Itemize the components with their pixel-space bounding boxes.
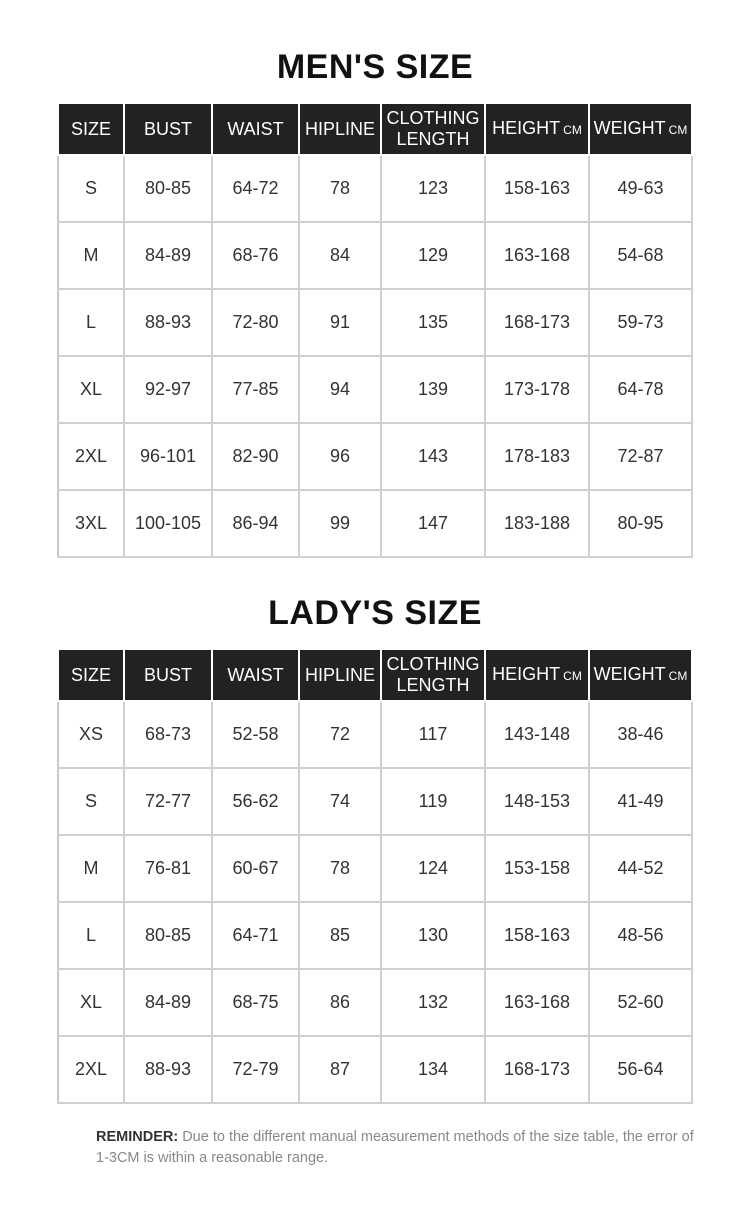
table-cell: 49-63 — [589, 155, 692, 222]
table-cell: 64-72 — [212, 155, 299, 222]
column-header-label: WEIGHT — [593, 117, 666, 138]
table-cell: 52-60 — [589, 969, 692, 1036]
table-cell: 72-77 — [124, 768, 212, 835]
table-row — [58, 155, 692, 222]
column-header-label: HIPLINE — [304, 118, 376, 139]
column-header-weight — [589, 103, 692, 155]
column-header-hipline — [299, 103, 381, 155]
table-cell: XL — [58, 356, 124, 423]
table-cell: 178-183 — [485, 423, 589, 490]
column-header-label: HEIGHT — [492, 663, 561, 684]
table-cell: 72-80 — [212, 289, 299, 356]
table-cell: 84-89 — [124, 222, 212, 289]
table-cell: 2XL — [58, 423, 124, 490]
table-cell: 85 — [299, 902, 381, 969]
table-cell: 168-173 — [485, 289, 589, 356]
table-cell: 88-93 — [124, 1036, 212, 1103]
table-row — [58, 835, 692, 902]
reminder-text: Due to the different manual measurement methods of the size table, the error of 1-3CM is within a reasonable range. — [96, 1129, 694, 1166]
table-row — [58, 222, 692, 289]
table-cell: 2XL — [58, 1036, 124, 1103]
table-cell: 77-85 — [212, 356, 299, 423]
column-header-waist — [212, 103, 299, 155]
table-cell: 38-46 — [589, 701, 692, 768]
table-row — [58, 902, 692, 969]
table-cell: 163-168 — [485, 969, 589, 1036]
table-cell: 84-89 — [124, 969, 212, 1036]
table-cell: 82-90 — [212, 423, 299, 490]
table-cell: 86 — [299, 969, 381, 1036]
table-cell: 80-85 — [124, 902, 212, 969]
column-header-label: CLOTHING LENGTH — [386, 654, 480, 695]
table-cell: 129 — [381, 222, 485, 289]
table-cell: 123 — [381, 155, 485, 222]
column-header-bust — [124, 649, 212, 701]
column-header-unit: CM — [563, 668, 582, 683]
reminder-note — [96, 1127, 696, 1169]
men-size-title: MEN'S SIZE — [276, 48, 474, 86]
table-cell: S — [58, 155, 124, 222]
table-cell: 158-163 — [485, 155, 589, 222]
column-header-unit: CM — [668, 668, 688, 683]
column-header-label: WEIGHT — [593, 663, 666, 684]
table-cell: 76-81 — [124, 835, 212, 902]
column-header-label: BUST — [143, 664, 192, 685]
column-header-label: BUST — [143, 118, 192, 139]
lady-size-table — [57, 648, 693, 1104]
table-cell: 68-76 — [212, 222, 299, 289]
table-row — [58, 1036, 692, 1103]
table-cell: 72-87 — [589, 423, 692, 490]
table-cell: 88-93 — [124, 289, 212, 356]
column-header-waist — [212, 649, 299, 701]
table-row — [58, 289, 692, 356]
table-cell: 68-75 — [212, 969, 299, 1036]
reminder-label: REMINDER: — [96, 1129, 179, 1145]
table-cell: S — [58, 768, 124, 835]
table-cell: 143-148 — [485, 701, 589, 768]
table-cell: 80-85 — [124, 155, 212, 222]
table-cell: 96-101 — [124, 423, 212, 490]
table-cell: 168-173 — [485, 1036, 589, 1103]
table-cell: 3XL — [58, 490, 124, 557]
table-cell: 130 — [381, 902, 485, 969]
table-row — [58, 423, 692, 490]
table-cell: L — [58, 902, 124, 969]
table-cell: XL — [58, 969, 124, 1036]
table-cell: 163-168 — [485, 222, 589, 289]
table-cell: 153-158 — [485, 835, 589, 902]
table-cell: 84 — [299, 222, 381, 289]
column-header-hipline — [299, 649, 381, 701]
table-cell: 72-79 — [212, 1036, 299, 1103]
column-header-height — [485, 103, 589, 155]
table-cell: 134 — [381, 1036, 485, 1103]
men-header-row — [58, 103, 692, 155]
table-cell: 139 — [381, 356, 485, 423]
table-cell: 52-58 — [212, 701, 299, 768]
table-cell: 54-68 — [589, 222, 692, 289]
table-cell: 94 — [299, 356, 381, 423]
table-row — [58, 969, 692, 1036]
column-header-label: HIPLINE — [304, 664, 376, 685]
table-cell: 59-73 — [589, 289, 692, 356]
table-cell: 87 — [299, 1036, 381, 1103]
table-cell: 78 — [299, 155, 381, 222]
table-cell: 56-62 — [212, 768, 299, 835]
table-cell: 41-49 — [589, 768, 692, 835]
table-cell: M — [58, 222, 124, 289]
table-row — [58, 701, 692, 768]
table-row — [58, 490, 692, 557]
lady-header-row — [58, 649, 692, 701]
column-header-weight — [589, 649, 692, 701]
column-header-label: CLOTHING LENGTH — [386, 108, 480, 149]
table-cell: 158-163 — [485, 902, 589, 969]
table-cell: 74 — [299, 768, 381, 835]
lady-size-title: LADY'S SIZE — [268, 594, 482, 632]
column-header-height — [485, 649, 589, 701]
table-cell: 96 — [299, 423, 381, 490]
table-cell: 99 — [299, 490, 381, 557]
column-header-unit: CM — [563, 122, 582, 137]
table-cell: 68-73 — [124, 701, 212, 768]
table-cell: 92-97 — [124, 356, 212, 423]
table-cell: 132 — [381, 969, 485, 1036]
table-row — [58, 768, 692, 835]
table-cell: 64-71 — [212, 902, 299, 969]
column-header-clothing-length — [381, 103, 485, 155]
column-header-label: SIZE — [70, 118, 111, 139]
table-cell: 44-52 — [589, 835, 692, 902]
column-header-size — [58, 649, 124, 701]
table-cell: 173-178 — [485, 356, 589, 423]
table-cell: 60-67 — [212, 835, 299, 902]
table-cell: 91 — [299, 289, 381, 356]
table-cell: 78 — [299, 835, 381, 902]
table-cell: 100-105 — [124, 490, 212, 557]
table-cell: 48-56 — [589, 902, 692, 969]
table-cell: XS — [58, 701, 124, 768]
column-header-clothing-length — [381, 649, 485, 701]
table-cell: 119 — [381, 768, 485, 835]
column-header-label: WAIST — [227, 664, 284, 685]
column-header-bust — [124, 103, 212, 155]
table-cell: 72 — [299, 701, 381, 768]
table-cell: 56-64 — [589, 1036, 692, 1103]
table-cell: 86-94 — [212, 490, 299, 557]
table-row — [58, 356, 692, 423]
table-cell: 117 — [381, 701, 485, 768]
table-cell: 143 — [381, 423, 485, 490]
table-cell: 135 — [381, 289, 485, 356]
table-cell: 124 — [381, 835, 485, 902]
table-cell: 148-153 — [485, 768, 589, 835]
table-cell: 80-95 — [589, 490, 692, 557]
column-header-unit: CM — [668, 122, 688, 137]
table-cell: L — [58, 289, 124, 356]
column-header-label: SIZE — [70, 664, 111, 685]
men-size-table — [57, 102, 693, 558]
column-header-label: WAIST — [227, 118, 284, 139]
table-cell: 64-78 — [589, 356, 692, 423]
column-header-label: HEIGHT — [492, 117, 561, 138]
table-cell: M — [58, 835, 124, 902]
table-cell: 147 — [381, 490, 485, 557]
table-cell: 183-188 — [485, 490, 589, 557]
column-header-size — [58, 103, 124, 155]
